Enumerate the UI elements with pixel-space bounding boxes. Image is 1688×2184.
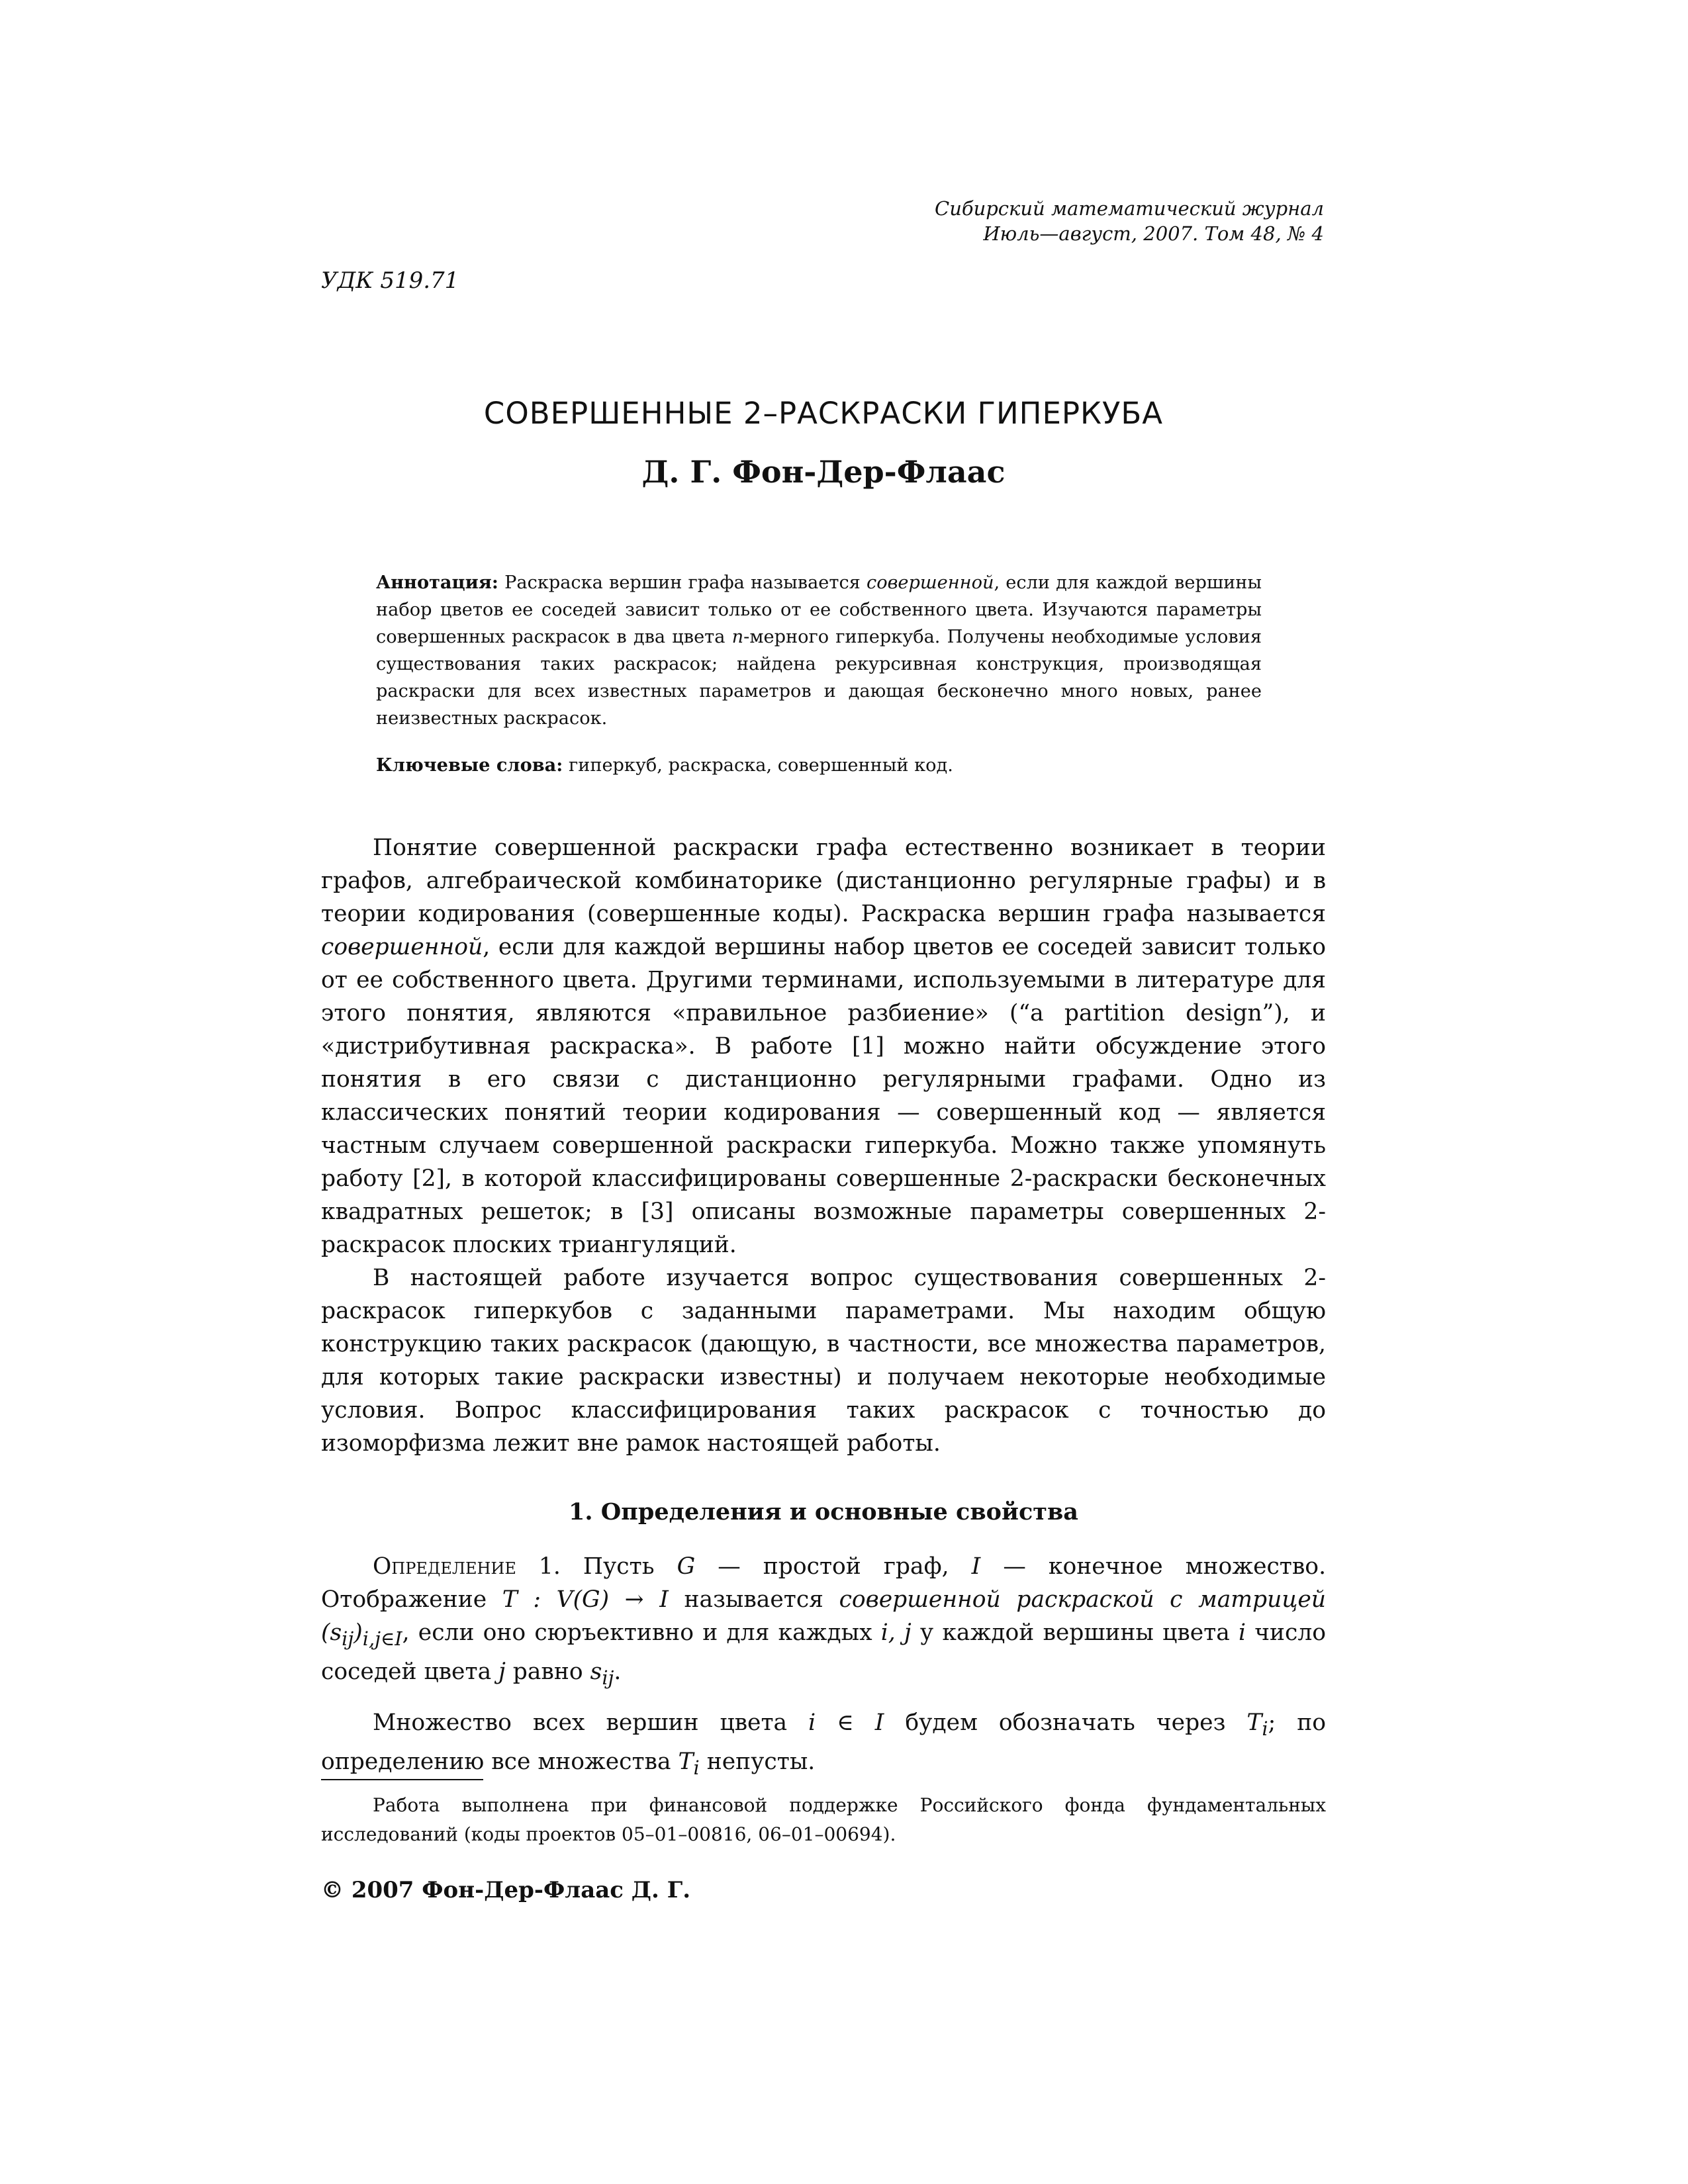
matrix-index: i,j∈I bbox=[362, 1627, 402, 1650]
p2-text-2: будем обозначать через bbox=[905, 1709, 1226, 1736]
math-t-i-2 bbox=[678, 1748, 700, 1779]
introduction bbox=[321, 831, 1326, 1460]
s-var: s bbox=[590, 1658, 602, 1685]
definition-label: Определение 1. bbox=[373, 1553, 561, 1580]
footnote bbox=[321, 1791, 1326, 1849]
intro-p1-term: совершенной bbox=[321, 934, 483, 960]
def-text-4: называется bbox=[684, 1586, 823, 1613]
intro-paragraph-2: В настоящей работе изучается вопрос существования совершенных 2-раскрасок гиперкубов с заданными параметрами. Мы находим общую конструкцию таких раскрасок (дающую, в частности, все множества параметров, для которых такие раскраски известны) и получаем некоторые необходимые условия. Вопрос классифицирования таких раскрасок с точностью до изоморфизма лежит вне рамок настоящей работы. bbox=[321, 1265, 1326, 1457]
definitions bbox=[321, 1550, 1326, 1784]
s-sub: ij bbox=[602, 1666, 614, 1689]
keywords-text: гиперкуб, раскраска, совершенный код. bbox=[568, 755, 953, 776]
section-heading: 1. Определения и основные свойства bbox=[569, 1498, 1078, 1525]
footnote-rule bbox=[321, 1779, 483, 1780]
math-matrix bbox=[321, 1619, 402, 1650]
def-term: совершенной раскраской с матрицей bbox=[839, 1586, 1327, 1613]
intro-p1-text-b: , если для каждой вершины набор цветов ее соседей зависит только от ее собственного цвета. Другими терминами, используемыми в литературе для этого понятия, являются «правильное разбиение» (“a partition design”), и «дистрибутивная раскраска». В работе [1] можно найти обсуждение этого понятия в его связи с дистанционно регулярными графами. Одно из классических понятий теории кодирования — совершенный код — является частным случаем совершенной раскраски гиперкуба. Можно также упомянуть работу [2], в которой классифицированы совершенные 2-раскраски бесконечных квадратных решеток; в [3] описаны возможные параметры совершенных 2-раскрасок плоских триангуляций. bbox=[321, 934, 1326, 1258]
def-end: . bbox=[614, 1658, 622, 1685]
paper-title: СОВЕРШЕННЫЕ 2–РАСКРАСКИ ГИПЕРКУБА bbox=[483, 396, 1164, 431]
abstract-text-2: , если для каждой вершины набор цветов ее соседей зависит только от ее собственного цвета. Изучаются параметры совершенных раскрасок в два цвета bbox=[376, 572, 1262, 647]
t2-var: T bbox=[678, 1748, 694, 1775]
intro-paragraph-1 bbox=[321, 831, 1326, 1261]
keywords-label: Ключевые слова: bbox=[376, 754, 563, 776]
copyright: © 2007 Фон-Дер-Флаас Д. Г. bbox=[321, 1877, 691, 1903]
def-text-2: — простой граф, bbox=[718, 1553, 949, 1580]
paper-author: Д. Г. Фон-Дер-Флаас bbox=[641, 454, 1006, 490]
matrix-open: (s bbox=[321, 1619, 342, 1646]
keywords bbox=[376, 752, 1262, 779]
intro-p1-text-a: Понятие совершенной раскраски графа естественно возникает в теории графов, алгебраической комбинаторике (дистанционно регулярные графы) и в теории кодирования (совершенные коды). Раскраска вершин графа называется bbox=[321, 835, 1326, 927]
math-var-i: i bbox=[1238, 1619, 1246, 1646]
def-text-5: , если оно сюръективно и для каждых bbox=[402, 1619, 872, 1646]
abstract bbox=[376, 569, 1262, 732]
math-t-i bbox=[1246, 1709, 1268, 1740]
footnote-text: Работа выполнена при финансовой поддержке Российского фонда фундаментальных исследований (коды проектов 05–01–00816, 06–01–00694). bbox=[321, 1794, 1326, 1845]
def-text-3: — конечное множество. Отображение bbox=[321, 1553, 1327, 1613]
abstract-text-3: -мерного гиперкуба. Получены необходимые условия существования таких раскрасок; найдена рекурсивная конструкция, производящая раскраски для всех известных параметров и дающая бесконечно много новых, ранее неизвестных раскрасок. bbox=[376, 627, 1262, 729]
definition-paragraph-2 bbox=[321, 1706, 1326, 1784]
p2-text-4: непусты. bbox=[706, 1748, 816, 1775]
journal-header bbox=[662, 196, 1324, 246]
math-var-j: j bbox=[498, 1658, 506, 1685]
abstract-text-1: Раскраска вершин графа называется bbox=[504, 572, 861, 593]
math-var-i-set: I bbox=[971, 1553, 981, 1580]
abstract-label: Аннотация: bbox=[376, 572, 498, 593]
def-text-8: равно bbox=[512, 1658, 583, 1685]
t2-sub: i bbox=[693, 1756, 700, 1779]
journal-name: Сибирский математический журнал bbox=[935, 197, 1324, 220]
t-var: T bbox=[1246, 1709, 1262, 1736]
def-text-1: Пусть bbox=[583, 1553, 655, 1580]
udk-code: УДК 519.71 bbox=[321, 267, 459, 294]
math-var-ij: i, j bbox=[880, 1619, 912, 1646]
abstract-var-n: n bbox=[731, 627, 744, 647]
matrix-sub: ij bbox=[342, 1627, 354, 1650]
abstract-term: совершенной bbox=[867, 572, 994, 593]
math-i-in-i: i ∈ I bbox=[808, 1709, 884, 1736]
math-map-expr: T : V(G) → I bbox=[502, 1586, 669, 1613]
p2-text-1: Множество всех вершин цвета bbox=[373, 1709, 788, 1736]
t-sub: i bbox=[1262, 1717, 1268, 1740]
def-text-7: число соседей цвета bbox=[321, 1619, 1327, 1685]
math-var-g: G bbox=[677, 1553, 696, 1580]
p2-text-3: ; по определению все множества bbox=[321, 1709, 1326, 1775]
matrix-close: ) bbox=[353, 1619, 363, 1646]
journal-issue: Июль—август, 2007. Том 48, № 4 bbox=[983, 222, 1324, 245]
definition-1 bbox=[321, 1550, 1326, 1694]
math-s-ij bbox=[590, 1658, 614, 1689]
def-text-6: у каждой вершины цвета bbox=[919, 1619, 1230, 1646]
